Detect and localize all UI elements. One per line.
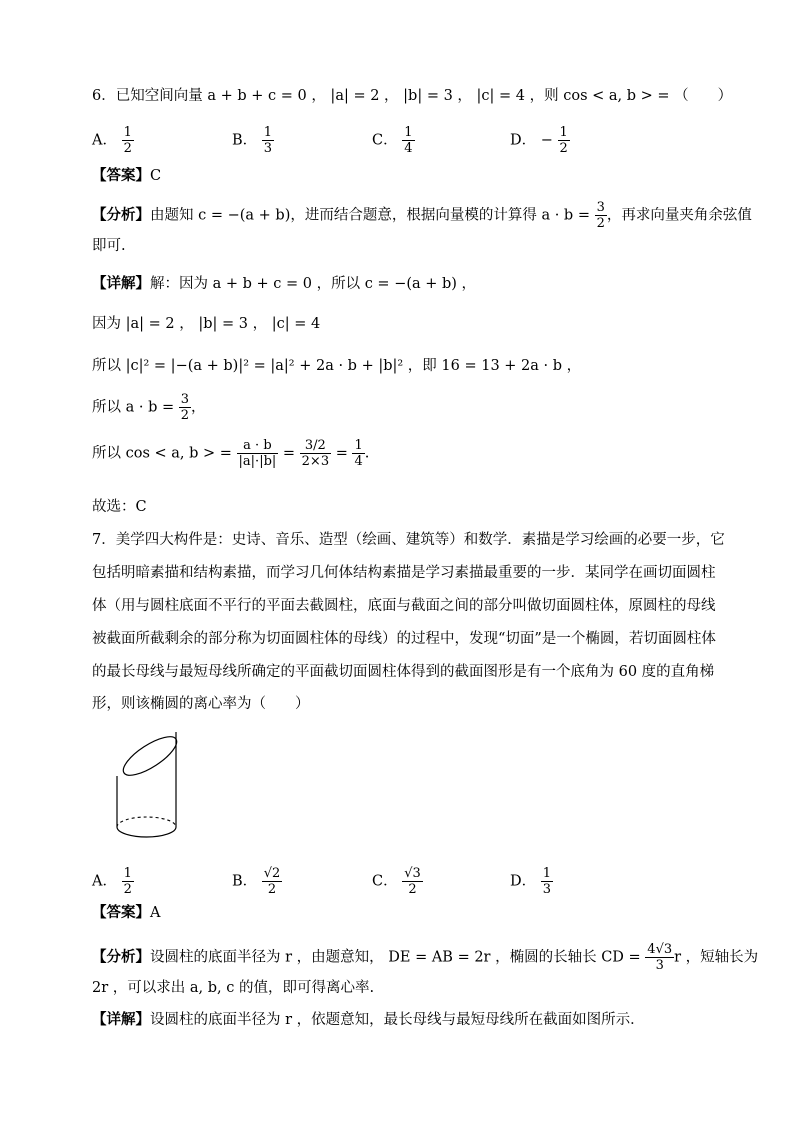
equals-sign: = bbox=[335, 445, 348, 462]
detail-fraction-2: $\frac{3/2}{2\times 3}$ bbox=[301, 438, 330, 469]
q6-detail-line-5 bbox=[92, 438, 369, 469]
detail-tag: 【详解】 bbox=[92, 275, 150, 292]
detail-text-tail: . bbox=[364, 445, 370, 462]
q7-option-c bbox=[372, 866, 423, 897]
cut-cylinder-figure bbox=[110, 718, 210, 843]
answer-tag: 【答案】 bbox=[92, 167, 150, 184]
q7-question-line-6: 形，则该椭圆的离心率为（ ） bbox=[92, 696, 310, 712]
q7-analysis-line-2: 2r ，可以求出 a, b, c 的值，即可得离心率. bbox=[92, 980, 375, 996]
detail-text: 解：因为 a + b + c = 0 ，所以 c = −(a + b) ， bbox=[150, 276, 477, 292]
detail-text-tail: ， bbox=[191, 399, 206, 416]
analysis-tag: 【分析】 bbox=[92, 948, 150, 966]
analysis-text: 设圆柱的底面半径为 r ，由题意知， DE = AB = 2r ，椭圆的长轴长 CD = bbox=[150, 949, 641, 966]
base-back-arc bbox=[117, 817, 176, 827]
q7-answer bbox=[92, 903, 160, 923]
q6-detail-line-2: 因为 |a| = 2 ， |b| = 3 ， |c| = 4 bbox=[92, 316, 321, 332]
option-label: A． bbox=[92, 873, 117, 890]
q6-analysis-line-2: 即可. bbox=[92, 238, 126, 254]
option-fraction: $\frac{1}{3}$ bbox=[263, 125, 273, 156]
option-label: B． bbox=[232, 132, 258, 149]
q7-option-a bbox=[92, 866, 134, 897]
q6-detail-line-4 bbox=[92, 392, 206, 423]
q7-question-line-5: 的最长母线与最短母线所确定的平面截切面圆柱体得到的截面图形是有一个底角为 60 度的直角梯 bbox=[92, 664, 715, 680]
detail-fraction-1: $\frac{a \cdot b}{|a|\cdot|b|}$ bbox=[238, 438, 277, 469]
detail-fraction: $\frac{3}{2}$ bbox=[180, 392, 190, 423]
q7-question-line-3: 体（用与圆柱底面不平行的平面去截圆柱，底面与截面之间的部分叫做切面圆柱体，原圆柱的母线 bbox=[92, 598, 716, 614]
top-ellipse bbox=[118, 730, 182, 782]
option-fraction: $\frac{√2}{2}$ bbox=[263, 866, 281, 897]
option-label: C． bbox=[372, 132, 398, 149]
analysis-fraction: $\frac{3}{2}$ bbox=[596, 200, 605, 231]
q6-detail-line-3: 所以 |c|² = |−(a + b)|² = |a|² + 2a · b + |b|² ，即 16 = 13 + 2a · b ， bbox=[92, 358, 582, 374]
q6-conclusion: 故选：C bbox=[92, 499, 147, 515]
q7-question-line-2: 包括明暗素描和结构素描，而学习几何体结构素描是学习素描最重要的一步．某同学在画切面圆柱 bbox=[92, 565, 716, 581]
q7-question-line-4: 被截面所截剩余的部分称为切面圆柱体的母线）的过程中，发现“切面”是一个椭圆，若切面圆柱体 bbox=[92, 631, 716, 647]
option-sign: − bbox=[540, 132, 553, 149]
q6-option-c bbox=[372, 125, 415, 156]
analysis-text: 由题知 c = −(a + b)，进而结合题意，根据向量模的计算得 a · b = bbox=[150, 207, 590, 224]
analysis-text-tail: ，再求向量夹角余弦值 bbox=[606, 207, 752, 224]
q6-answer bbox=[92, 166, 161, 186]
option-fraction: $\frac{√3}{2}$ bbox=[404, 866, 421, 897]
detail-text: 所以 cos < a, b > = bbox=[92, 445, 232, 462]
option-label: C． bbox=[372, 873, 398, 890]
q7-option-d bbox=[510, 866, 553, 897]
option-fraction: $\frac{1}{4}$ bbox=[404, 125, 413, 156]
q7-question-line-1: 7．美学四大构件是：史诗、音乐、造型（绘画、建筑等）和数学．素描是学习绘画的必要一步，它 bbox=[92, 532, 725, 548]
answer-value: A bbox=[150, 905, 161, 921]
analysis-text-tail: r ，短轴长为 bbox=[674, 949, 759, 966]
q6-option-a bbox=[92, 125, 134, 156]
answer-tag: 【答案】 bbox=[92, 904, 150, 921]
q7-analysis-line-1 bbox=[92, 942, 758, 973]
detail-fraction-3: $\frac{1}{4}$ bbox=[354, 438, 363, 469]
detail-text: 所以 a · b = bbox=[92, 399, 175, 416]
equals-sign: = bbox=[282, 445, 296, 462]
analysis-tag: 【分析】 bbox=[92, 206, 150, 224]
q6-detail-line-1 bbox=[92, 274, 476, 294]
option-fraction: $\frac{1}{2}$ bbox=[123, 125, 132, 156]
option-label: B． bbox=[232, 873, 258, 890]
option-label: D． bbox=[510, 132, 537, 149]
detail-text: 设圆柱的底面半径为 r ，依题意知，最长母线与最短母线所在截面如图所示． bbox=[150, 1012, 645, 1028]
option-fraction: $\frac{1}{2}$ bbox=[123, 866, 132, 897]
q7-detail-line-1 bbox=[92, 1010, 645, 1030]
q6-option-d bbox=[510, 125, 570, 156]
answer-value: C bbox=[150, 168, 162, 184]
q6-option-b bbox=[232, 125, 274, 156]
option-fraction: $\frac{1}{2}$ bbox=[559, 125, 568, 156]
detail-tag: 【详解】 bbox=[92, 1011, 150, 1028]
analysis-fraction: $\frac{4√3}{3}$ bbox=[647, 942, 673, 973]
q7-option-b bbox=[232, 866, 282, 897]
option-label: D． bbox=[510, 873, 537, 890]
option-label: A． bbox=[92, 132, 117, 149]
option-fraction: $\frac{1}{3}$ bbox=[542, 866, 552, 897]
q6-analysis-line-1 bbox=[92, 200, 752, 231]
q6-question: 6．已知空间向量 a + b + c = 0 ， |a| = 2 ， |b| = 3 ， |c| = 4 ，则 cos < a, b > = （ ） bbox=[92, 88, 733, 104]
base-front-arc bbox=[117, 827, 176, 837]
